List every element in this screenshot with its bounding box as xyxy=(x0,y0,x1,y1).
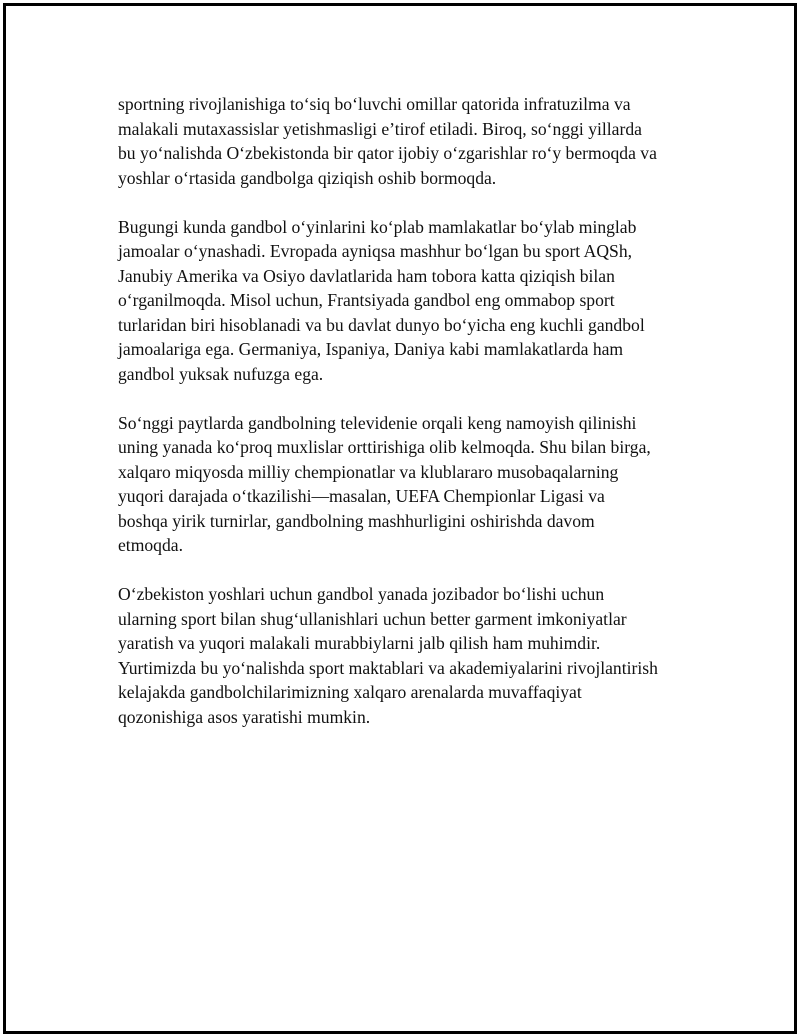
text-line: o‘rganilmoqda. Misol uchun, Frantsiyada gandbol eng ommabop sport xyxy=(118,290,615,310)
text-line: malakali mutaxassislar yetishmasligi e’tirof etiladi. Biroq, so‘nggi yillarda xyxy=(118,118,642,139)
text-line: turlaridan biri hisoblanadi va bu davlat dunyo bo‘yicha eng kuchli gandbol xyxy=(118,314,645,335)
paragraph-2 xyxy=(118,215,718,387)
text-line: Janubiy Amerika va Osiyo davlatlarida ham tobora katta qiziqish bilan xyxy=(118,265,615,286)
paragraph-4 xyxy=(118,582,718,729)
text-line: yaratish va yuqori malakali murabbiylarni jalb qilish ham muhimdir. xyxy=(118,633,601,653)
text-line: jamoalariga ega. Germaniya, Ispaniya, Daniya kabi mamlakatlarda ham xyxy=(118,339,624,359)
text-line: bu yo‘nalishda O‘zbekistonda bir qator ijobiy o‘zgarishlar ro‘y bermoqda va xyxy=(118,143,657,163)
text-line: So‘nggi paytlarda gandbolning televidenie orqali keng namoyish qilinishi xyxy=(118,412,637,433)
text-line: etmoqda. xyxy=(118,535,183,555)
paragraph-3 xyxy=(118,411,718,558)
text-line: kelajakda gandbolchilarimizning xalqaro arenalarda muvaffaqiyat xyxy=(118,682,582,702)
text-line: Yurtimizda bu yo‘nalishda sport maktablari va akademiyalarini rivojlantirish xyxy=(118,657,658,678)
text-line: jamoalar o‘ynashadi. Evropada ayniqsa mashhur bo‘lgan bu sport AQSh, xyxy=(118,241,633,261)
paragraph-1 xyxy=(118,92,718,190)
text-line: gandbol yuksak nufuzga ega. xyxy=(118,363,324,384)
text-line: boshqa yirik turnirlar, gandbolning mashhurligini oshirishda davom xyxy=(118,510,595,531)
text-line: yoshlar o‘rtasida gandbolga qiziqish oshib bormoqda. xyxy=(118,167,497,188)
text-line: qozonishiga asos yaratishi mumkin. xyxy=(118,706,371,727)
text-line: Bugungi kunda gandbol o‘yinlarini ko‘plab mamlakatlar bo‘ylab minglab xyxy=(118,216,637,237)
text-line: xalqaro miqyosda milliy chempionatlar va klublararo musobaqalarning xyxy=(118,461,619,482)
text-line: uning yanada ko‘proq muxlislar orttirishiga olib kelmoqda. Shu bilan birga, xyxy=(118,437,651,457)
text-line: O‘zbekiston yoshlari uchun gandbol yanada jozibador bo‘lishi uchun xyxy=(118,584,605,604)
text-line: ularning sport bilan shug‘ullanishlari uchun better garment imkoniyatlar xyxy=(118,608,627,629)
text-line: sportning rivojlanishiga to‘siq bo‘luvchi omillar qatorida infratuzilma va xyxy=(118,94,631,114)
document-body xyxy=(118,92,718,754)
text-line: yuqori darajada o‘tkazilishi—masalan, UEFA Chempionlar Ligasi va xyxy=(118,486,605,506)
